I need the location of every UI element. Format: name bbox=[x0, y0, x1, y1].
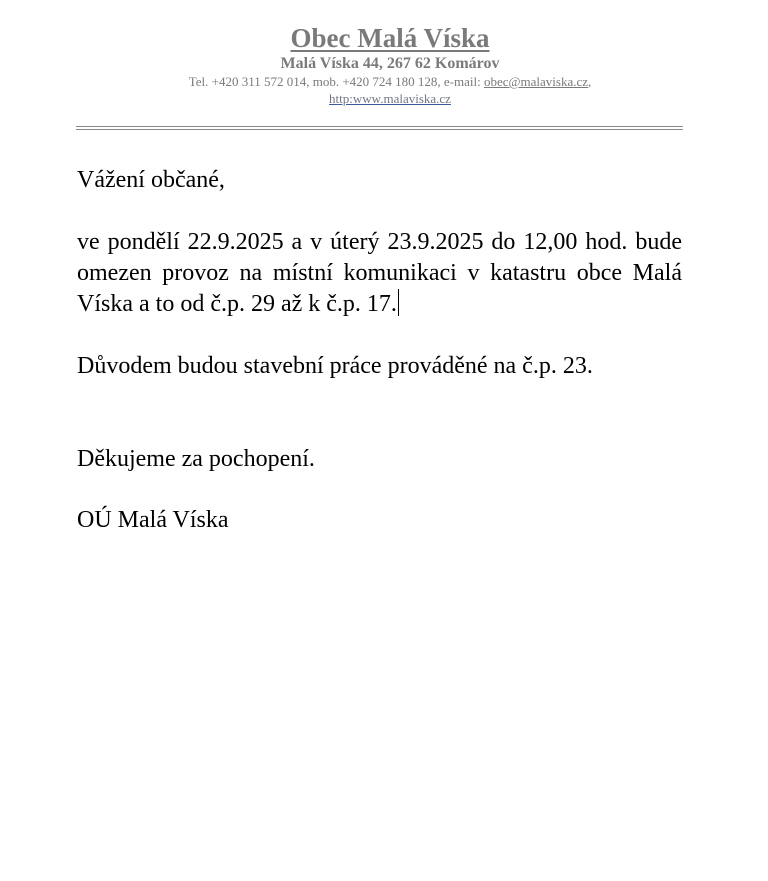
reason-paragraph: Důvodem budou stavební práce prováděné na č.p. 23. bbox=[77, 353, 593, 379]
municipality-address: Malá Víska 44, 267 62 Komárov bbox=[280, 55, 500, 72]
letter-body[interactable] bbox=[77, 165, 682, 536]
header-divider-top bbox=[76, 126, 683, 127]
greeting: Vážení občané, bbox=[77, 167, 225, 193]
letterhead bbox=[0, 22, 768, 107]
website-link[interactable]: http:www.malaviska.cz bbox=[329, 91, 451, 106]
signature: OÚ Malá Víska bbox=[77, 507, 229, 533]
contact-line bbox=[12, 74, 768, 90]
thanks-paragraph: Děkujeme za pochopení. bbox=[77, 446, 315, 472]
header-divider-bottom bbox=[76, 129, 683, 130]
text-cursor bbox=[398, 289, 399, 316]
phone-numbers: Tel. +420 311 572 014, mob. +420 724 180 128, e-mail: bbox=[188, 74, 484, 89]
website-line bbox=[12, 90, 768, 107]
contact-suffix: , bbox=[588, 74, 592, 89]
email-link[interactable]: obec@malaviska.cz bbox=[484, 74, 589, 89]
notice-paragraph bbox=[77, 227, 682, 320]
notice-text: ve pondělí 22.9.2025 a v úterý 23.9.2025 do 12,00 hod. bude omezen provoz na místní komunikaci v katastru obce Malá Víska a to od č.p. 29 až k č.p. 17. bbox=[77, 229, 682, 317]
municipality-title: Obec Malá Víska bbox=[290, 23, 490, 53]
